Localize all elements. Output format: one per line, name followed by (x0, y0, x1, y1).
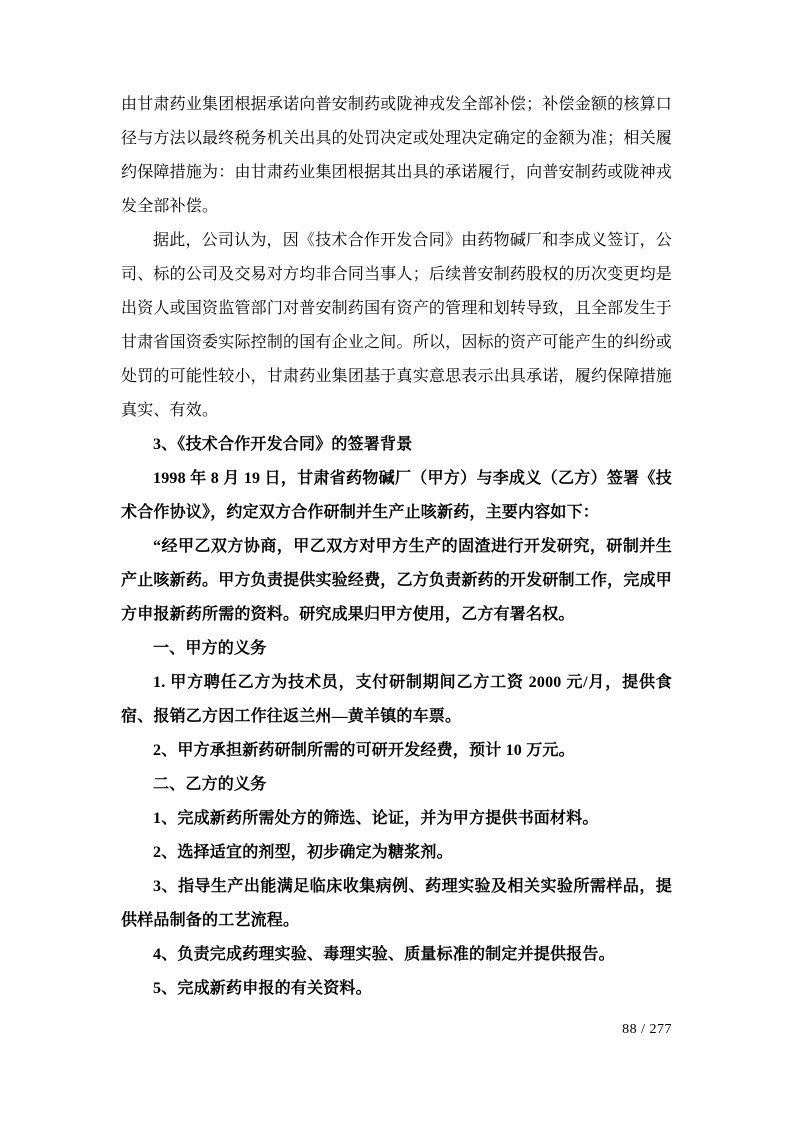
subheading-party-a-obligations: 一、甲方的义务 (153, 640, 267, 657)
paragraph-agreement-quote: “经甲乙双方协商，甲乙双方对甲方生产的固渣进行开发研究，研制并生产止咳新药。甲方负责提供实验经费，乙方负责新药的开发研制工作，完成甲方申报新药所需的资料。研究成果归甲方使用，乙方有署名权。 (121, 538, 672, 623)
paragraph-party-a-item-1: 1. 甲方聘任乙方为技术员，支付研制期间乙方工资 2000 元/月，提供食宿、报销乙方因工作往返兰州—黄羊镇的车票。 (121, 674, 672, 725)
paragraph-party-a-item-2: 2、甲方承担新药研制所需的可研开发经费，预计 10 万元。 (153, 742, 575, 759)
page-number: 88 / 277 (622, 1022, 672, 1037)
paragraph-party-b-item-2: 2、选择适宜的剂型，初步确定为糖浆剂。 (153, 844, 453, 861)
paragraph-company-opinion: 据此，公司认为，因《技术合作开发合同》由药物碱厂和李成义签订，公司、标的公司及交易对方均非合同当事人；后续普安制药股权的历次变更均是出资人或国资监管部门对普安制药国有资产的管理和划转导致，且全部发生于甘肃省国资委实际控制的国有企业之间。所以，因标的资产可能产生的纠纷或处罚的可能性较小，甘肃药业集团基于真实意思表示出具承诺，履约保障措施真实、有效。 (121, 232, 672, 419)
paragraph-party-b-item-1: 1、完成新药所需处方的筛选、论证，并为甲方提供书面材料。 (153, 810, 599, 827)
paragraph-party-b-item-5: 5、完成新药申报的有关资料。 (153, 980, 372, 997)
document-body (121, 88, 672, 1006)
section-heading-signing-background: 3、《技术合作开发合同》的签署背景 (153, 436, 413, 453)
subheading-party-b-obligations: 二、乙方的义务 (153, 776, 267, 793)
paragraph-party-b-item-4: 4、负责完成药理实验、毒理实验、质量标准的制定并提供报告。 (153, 946, 615, 963)
paragraph-party-b-item-3: 3、指导生产出能满足临床收集病例、药理实验及相关实验所需样品，提供样品制备的工艺流程。 (121, 878, 672, 929)
paragraph-agreement-intro: 1998 年 8 月 19 日，甘肃省药物碱厂（甲方）与李成义（乙方）签署《技术合作协议》，约定双方合作研制并生产止咳新药，主要内容如下： (121, 470, 672, 521)
paragraph-compensation: 由甘肃药业集团根据承诺向普安制药或陇神戎发全部补偿；补偿金额的核算口径与方法以最终税务机关出具的处罚决定或处理决定确定的金额为准；相关履约保障措施为：由甘肃药业集团根据其出具的承诺履行，向普安制药或陇神戎发全部补偿。 (121, 96, 672, 215)
